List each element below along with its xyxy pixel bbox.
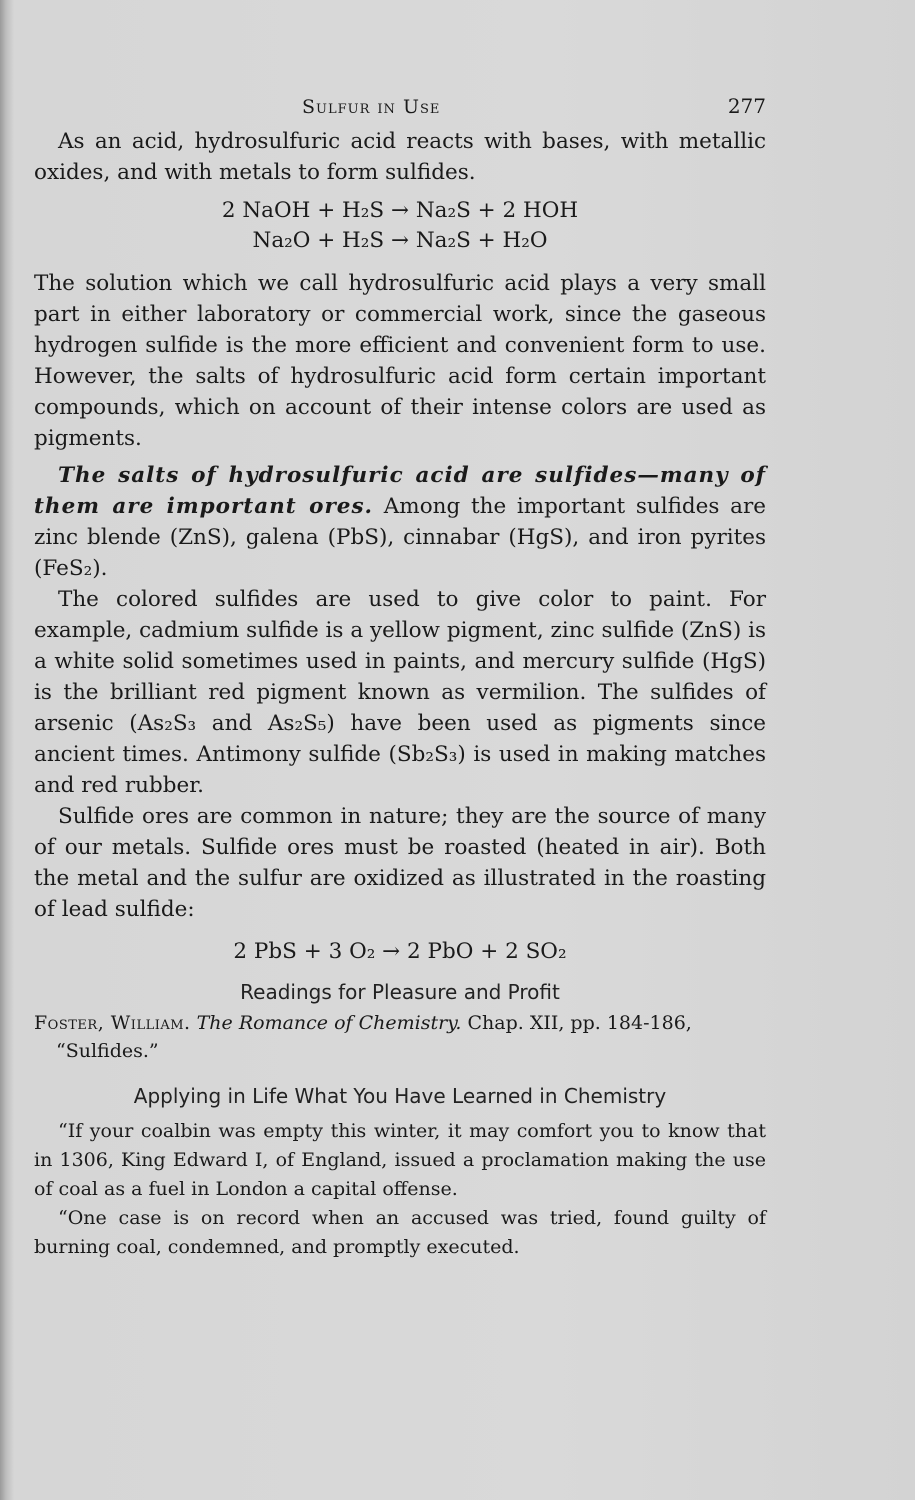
sulfide-ores-paragraph: Sulfide ores are common in nature; they are the source of many of our metals. Sulfide ores must be roasted (heated in air). Both the metal and the sulfur are oxidized as illustrated in the roasting of lead sulfide: [34, 804, 766, 922]
applying-title: Applying in Life What You Have Learned in Chemistry [133, 1084, 667, 1108]
reference-book: The Romance of Chemistry. [196, 1012, 462, 1034]
page-header [34, 92, 766, 126]
equation-na2o: Na₂O + H₂S → Na₂S + H₂O [252, 228, 548, 253]
equation-naoh: 2 NaOH + H₂S → Na₂S + 2 HOH [221, 198, 579, 223]
page-number: 277 [727, 94, 766, 118]
equation-block-1 [34, 196, 766, 256]
intro-paragraph: As an acid, hydrosulfuric acid reacts with bases, with metallic oxides, and with metals to form sulfides. [34, 129, 766, 185]
salts-paragraph [34, 460, 766, 584]
salts-rest-text: Among the important sulfides are zinc blende (ZnS), galena (PbS), cinnabar (HgS), and iron pyrites (FeS₂). [34, 494, 766, 581]
colored-sulfides-paragraph: The colored sulfides are used to give color to paint. For example, cadmium sulfide is a yellow pigment, zinc sulfide (ZnS) is a white solid sometimes used in paints, and mercury sulfide (HgS) is the brilliant red pigment known as vermilion. The sulfides of arsenic (As₂S₃ and As₂S₅) have been used as pigments since ancient times. Antimony sulfide (Sb₂S₃) is used in making matches and red rubber. [34, 587, 766, 798]
equation-pbs: 2 PbS + 3 O₂ → 2 PbO + 2 SO₂ [233, 939, 567, 964]
reference-detail: Chap. XII, pp. 184-186, “Sulfides.” [56, 1012, 692, 1062]
quote-paragraph-1: “If your coalbin was empty this winter, it may comfort you to know that in 1306, King Edward I, of England, issued a proclamation making the use of coal as a fuel in London a capital offense. [34, 1120, 766, 1200]
page-content [34, 92, 766, 1262]
salts-lead-text: The salts of hydrosulfuric acid are sulfides—many of them are important ores. [34, 463, 766, 519]
reference-author: Foster, William. [34, 1012, 191, 1034]
running-head: Sulfur in Use [302, 96, 441, 118]
readings-title: Readings for Pleasure and Profit [240, 980, 560, 1004]
quote-paragraph-2: “One case is on record when an accused was tried, found guilty of burning coal, condemned, and promptly executed. [34, 1207, 766, 1258]
reading-reference [34, 1009, 766, 1065]
solution-paragraph: The solution which we call hydrosulfuric acid plays a very small part in either laboratory or commercial work, since the gaseous hydrogen sulfide is the more efficient and convenient form to use. However, the salts of hydrosulfuric acid form certain important compounds, which on account of their intense colors are used as pigments. [34, 271, 766, 451]
equation-block-2 [34, 937, 766, 967]
